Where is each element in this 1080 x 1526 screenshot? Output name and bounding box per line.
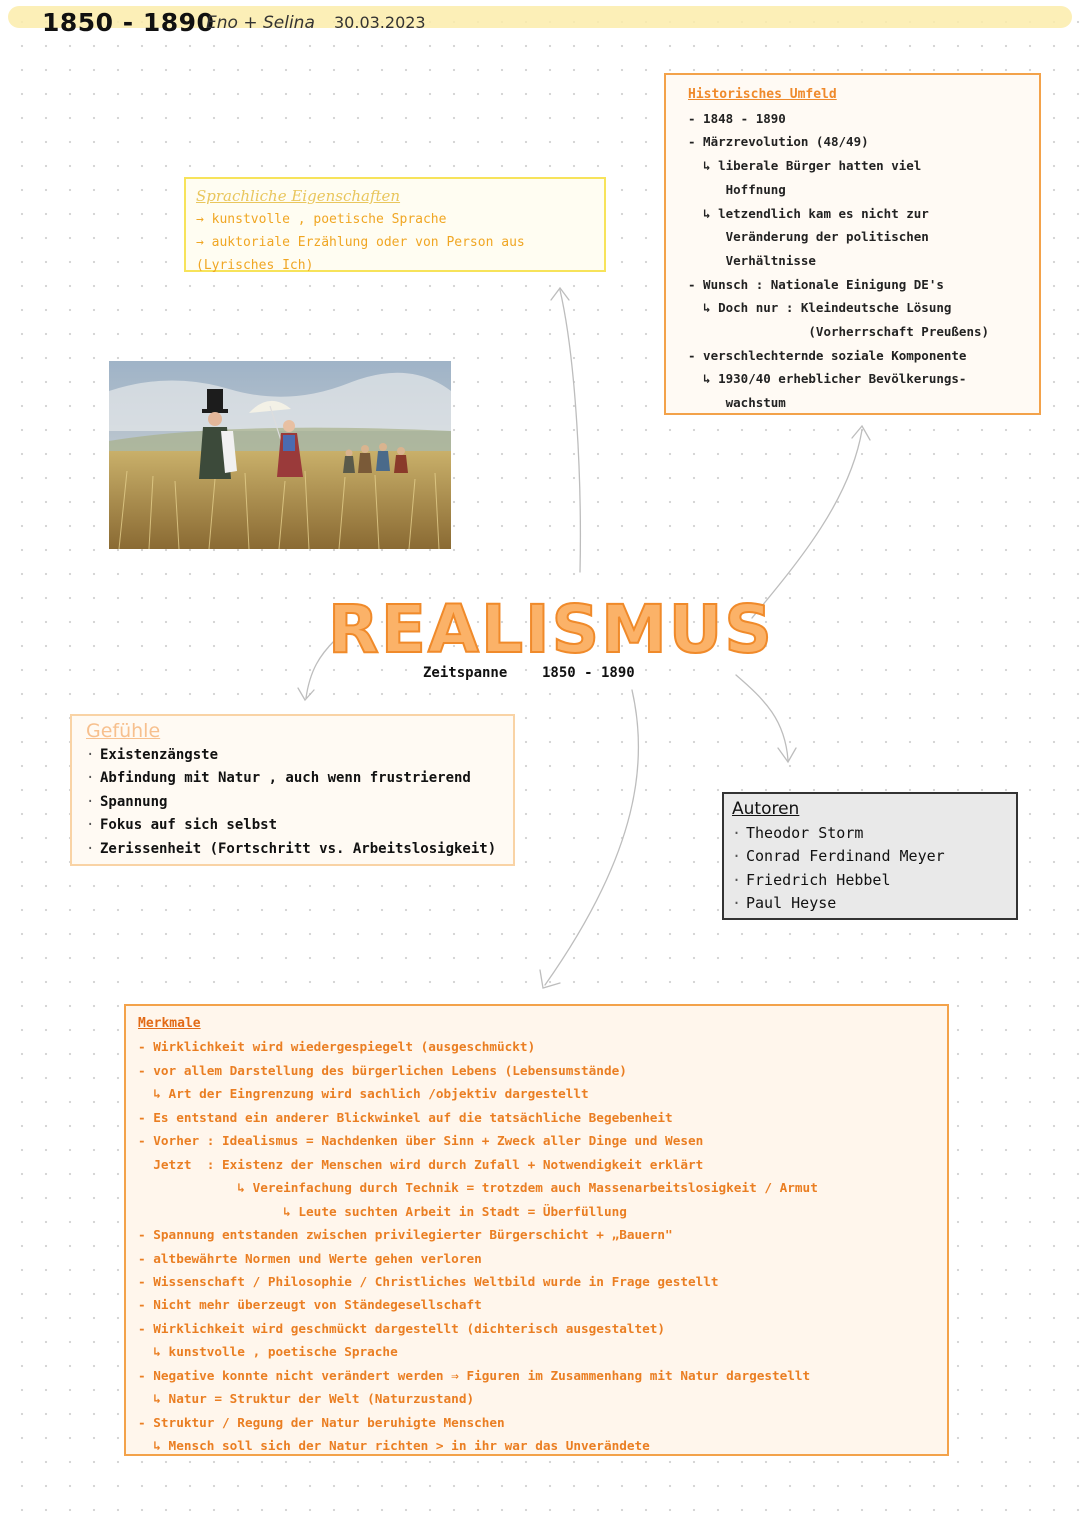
historisch-title: Historisches Umfeld <box>688 87 837 102</box>
historisch-line: ↳ 1930/40 erheblicher Bevölkerungs- <box>688 371 967 387</box>
merkmale-line: Jetzt : Existenz der Menschen wird durch Zufall + Notwendigkeit erklärt <box>138 1156 704 1172</box>
merkmale-line: - Wissenschaft / Philosophie / Christliches Weltbild wurde in Frage gestellt <box>138 1273 719 1289</box>
gefuehle-item: · Zerissenheit (Fortschritt vs. Arbeitslosigkeit) <box>86 840 497 857</box>
merkmale-line: - Struktur / Regung der Natur beruhigte Menschen <box>138 1414 505 1430</box>
sprache-title: Sprachliche Eigenschaften <box>196 187 401 205</box>
arrow-head-merkmale <box>540 970 560 988</box>
autoren-item: · Conrad Ferdinand Meyer <box>732 847 945 865</box>
sprache-box <box>184 177 606 272</box>
sprache-line: → auktoriale Erzählung oder von Person aus <box>196 235 525 250</box>
autoren-title: Autoren <box>732 799 800 819</box>
header-date: 30.03.2023 <box>334 13 426 32</box>
gefuehle-item: · Fokus auf sich selbst <box>86 817 278 833</box>
merkmale-line: - vor allem Darstellung des bürgerlichen Lebens (Lebensumstände) <box>138 1062 627 1078</box>
merkmale-line: ↳ kunstvolle , poetische Sprache <box>138 1344 398 1360</box>
historisch-line: Veränderung der politischen <box>688 229 929 245</box>
merkmale-title: Merkmale <box>138 1016 201 1031</box>
historisch-line: ↳ letzendlich kam es nicht zur <box>688 205 929 221</box>
historisch-line: ↳ Doch nur : Kleindeutsche Lösung <box>688 300 952 316</box>
historisch-box <box>664 73 1041 415</box>
autoren-item: · Theodor Storm <box>732 823 864 842</box>
merkmale-line: - Wirklichkeit wird geschmückt dargestellt (dichterisch ausgestaltet) <box>138 1320 666 1336</box>
arrow-to-sprache <box>560 290 580 572</box>
historisch-line: ↳ liberale Bürger hatten viel <box>688 158 922 174</box>
merkmale-line: - Negative konnte nicht verändert werden ⇒ Figuren im Zusammenhang mit Natur dargestellt <box>138 1367 811 1383</box>
gefuehle-title: Gefühle <box>86 720 161 742</box>
sprache-line: → kunstvolle , poetische Sprache <box>196 212 447 227</box>
historisch-line: - verschlechternde soziale Komponente <box>688 347 967 363</box>
historisch-line: Hoffnung <box>688 181 786 197</box>
merkmale-line: - Es entstand ein anderer Blickwinkel auf die tatsächliche Begebenheit <box>138 1109 673 1125</box>
main-title: REALISMUS <box>328 591 774 668</box>
gefuehle-item: · Existenzängste <box>86 746 219 763</box>
arrow-to-historisch <box>752 430 862 618</box>
header-date-range: 1850 - 1890 <box>42 8 215 37</box>
gefuehle-item: · Abfindung mit Natur , auch wenn frustrierend <box>86 770 471 786</box>
historisch-line: - Märzrevolution (48/49) <box>688 134 869 150</box>
autoren-item: · Paul Heyse <box>732 894 837 912</box>
merkmale-line: - Vorher : Idealismus = Nachdenken über Sinn + Zweck aller Dinge und Wesen <box>138 1133 704 1149</box>
arrow-to-merkmale <box>545 690 639 985</box>
arrow-to-autoren <box>736 675 788 760</box>
sprache-line: (Lyrisches Ich) <box>196 258 314 273</box>
gefuehle-item: · Spannung <box>86 793 168 810</box>
merkmale-line: - Nicht mehr überzeugt von Ständegesellschaft <box>138 1297 482 1313</box>
gefuehle-box <box>70 714 515 866</box>
historisch-line: (Vorherrschaft Preußens) <box>688 324 990 340</box>
header-authors: Eno + Selina <box>206 13 315 33</box>
timespan-value: 1850 - 1890 <box>542 665 635 681</box>
historisch-line: - 1848 - 1890 <box>688 110 786 126</box>
merkmale-line: ↳ Leute suchten Arbeit in Stadt = Überfüllung <box>138 1203 627 1219</box>
merkmale-line: - Wirklichkeit wird wiedergespiegelt (ausgeschmückt) <box>138 1039 536 1055</box>
autoren-item: · Friedrich Hebbel <box>732 870 891 889</box>
merkmale-box <box>124 1004 949 1456</box>
painting-image <box>109 361 451 549</box>
merkmale-line: ↳ Art der Eingrenzung wird sachlich /objektiv dargestellt <box>138 1086 589 1102</box>
timespan-label: Zeitspanne <box>423 665 508 681</box>
merkmale-line: - altbewährte Normen und Werte gehen verloren <box>138 1250 482 1266</box>
merkmale-line: ↳ Vereinfachung durch Technik = trotzdem auch Massenarbeitslosigkeit / Armut <box>138 1180 818 1196</box>
historisch-line: wachstum <box>688 395 786 411</box>
merkmale-line: ↳ Mensch soll sich der Natur richten > in ihr war das Unverändete <box>138 1438 650 1454</box>
historisch-line: Verhältnisse <box>688 252 816 268</box>
historisch-line: - Wunsch : Nationale Einigung DE's <box>688 276 944 292</box>
merkmale-line: - Spannung entstanden zwischen privilegierter Bürgerschicht + „Bauern" <box>138 1227 673 1243</box>
merkmale-line: ↳ Natur = Struktur der Welt (Naturzustand) <box>138 1391 475 1407</box>
autoren-box <box>722 792 1018 920</box>
